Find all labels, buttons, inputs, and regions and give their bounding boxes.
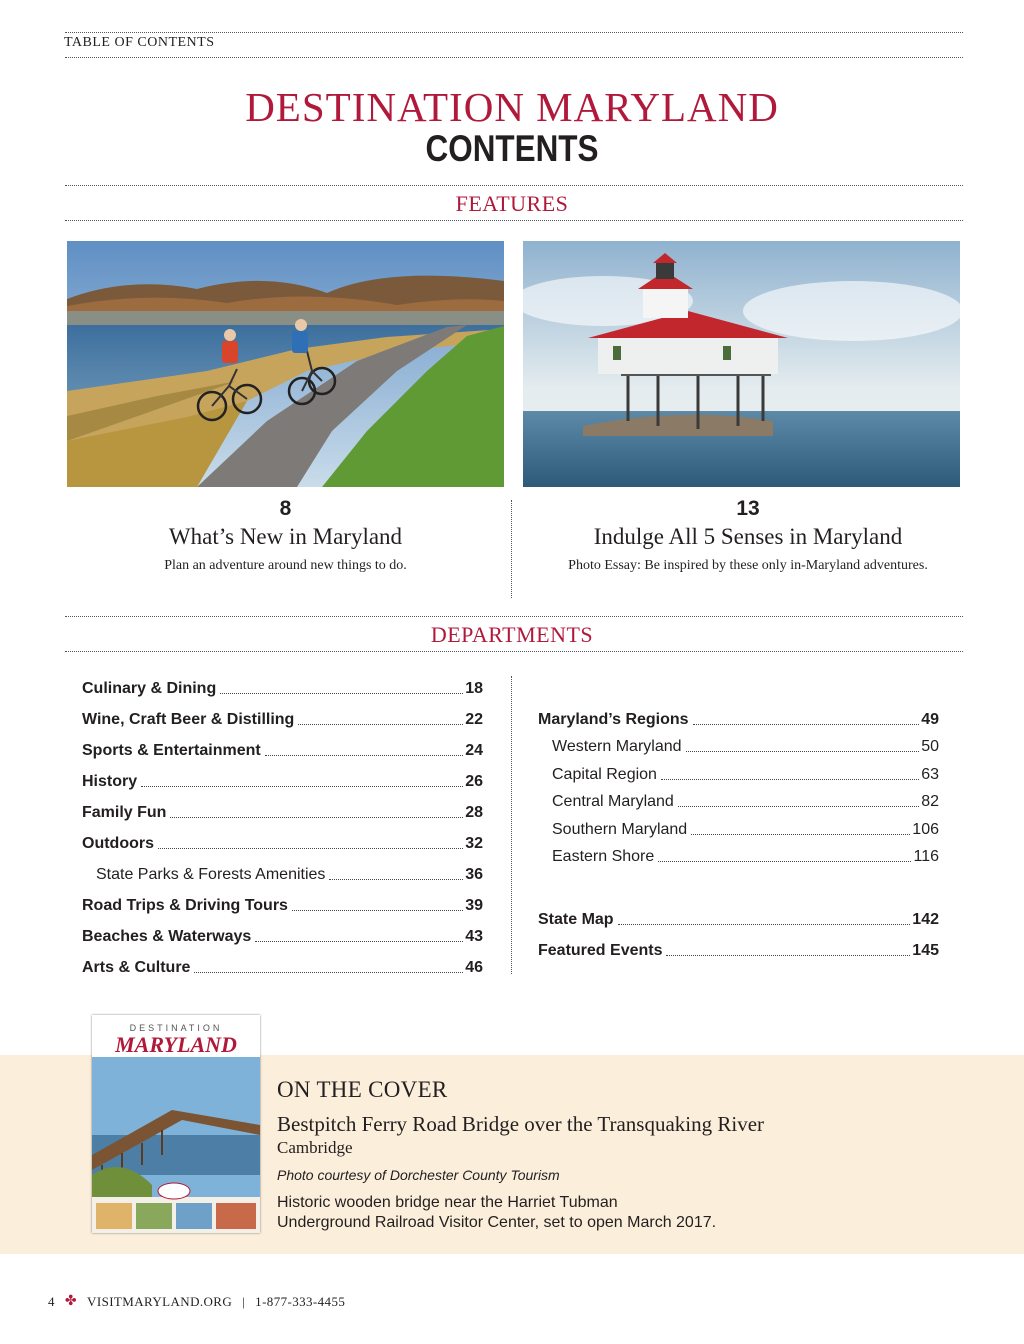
dot-leader — [170, 817, 463, 818]
dept-wine-beer-distilling[interactable] — [82, 707, 483, 729]
dept-page: 46 — [465, 959, 483, 976]
cover-description-line2: Underground Railroad Visitor Center, set to open March 2017. — [277, 1214, 717, 1231]
footer-page-number: 4 — [48, 1293, 55, 1309]
footer-separator: | — [242, 1293, 246, 1309]
dept-featured-events[interactable] — [538, 938, 939, 960]
features-divider — [511, 500, 512, 598]
dept-page: 142 — [912, 911, 939, 928]
dept-page: 32 — [465, 835, 483, 852]
dept-label: Culinary & Dining — [82, 680, 217, 697]
dot-leader — [255, 941, 463, 942]
section-label: TABLE OF CONTENTS — [64, 35, 215, 50]
dept-label: Sports & Entertainment — [82, 742, 261, 759]
dot-leader — [661, 779, 919, 780]
features-top-rule — [65, 185, 963, 186]
dept-label: Road Trips & Driving Tours — [82, 897, 288, 914]
dept-capital-region[interactable] — [552, 762, 939, 784]
header-rule — [65, 57, 963, 58]
dept-label: Wine, Craft Beer & Distilling — [82, 711, 295, 728]
dept-label: Capital Region — [552, 766, 657, 783]
dept-southern-maryland[interactable] — [552, 817, 939, 839]
dot-leader — [220, 693, 463, 694]
cover-thumb-top: DESTINATION — [129, 1023, 223, 1033]
dept-label: Outdoors — [82, 835, 154, 852]
contents-heading: CONTENTS — [425, 128, 599, 169]
cover-title: Bestpitch Ferry Road Bridge over the Transquaking River — [277, 1112, 765, 1136]
dept-label: Arts & Culture — [82, 959, 191, 976]
dept-label: Western Maryland — [552, 738, 682, 755]
dept-page: 43 — [465, 928, 483, 945]
dept-sports-entertainment[interactable] — [82, 738, 483, 760]
footer-phone[interactable]: 1-877-333-4455 — [255, 1293, 346, 1309]
departments-divider — [511, 676, 512, 974]
dept-page: 82 — [921, 793, 939, 810]
dot-leader — [678, 806, 919, 807]
footer-ornament-icon: ✤ — [64, 1294, 78, 1309]
dept-label: State Map — [538, 911, 614, 928]
feature-2-title[interactable]: Indulge All 5 Senses in Maryland — [593, 524, 903, 549]
dept-beaches-waterways[interactable] — [82, 924, 483, 946]
dept-page: 26 — [465, 773, 483, 790]
footer — [48, 1293, 345, 1310]
dept-central-maryland[interactable] — [552, 789, 939, 811]
dept-label: Featured Events — [538, 942, 663, 959]
dept-label: Central Maryland — [552, 793, 674, 810]
departments-bottom-rule — [65, 651, 963, 652]
cover-thumb-image — [92, 1015, 260, 1233]
dot-leader — [194, 972, 463, 973]
dept-page: 49 — [921, 711, 939, 728]
dept-label: Family Fun — [82, 804, 167, 821]
dept-page: 18 — [465, 680, 483, 697]
feature-1-title[interactable]: What’s New in Maryland — [168, 524, 403, 549]
features-bottom-rule — [65, 220, 963, 221]
dot-leader — [658, 861, 911, 862]
dot-leader — [141, 786, 463, 787]
feature-photo-cyclists[interactable] — [67, 241, 504, 487]
dept-arts-culture[interactable] — [82, 955, 483, 977]
magazine-title: DESTINATION MARYLAND — [245, 84, 779, 130]
departments-heading: DEPARTMENTS — [430, 622, 594, 647]
top-rule — [65, 32, 963, 33]
dept-label: Southern Maryland — [552, 821, 688, 838]
lighthouse-image — [523, 241, 960, 487]
cover-location: Cambridge — [277, 1138, 353, 1157]
dept-history[interactable] — [82, 769, 483, 791]
cover-thumb-title: MARYLAND — [115, 1032, 237, 1057]
dept-page: 106 — [912, 821, 939, 838]
dept-label: Maryland’s Regions — [538, 711, 689, 728]
dept-page: 22 — [465, 711, 483, 728]
cover-thumbnail[interactable] — [92, 1015, 260, 1233]
dept-label: History — [82, 773, 138, 790]
dot-leader — [292, 910, 463, 911]
cyclists-image — [67, 241, 504, 487]
dept-state-map[interactable] — [538, 907, 939, 929]
dept-family-fun[interactable] — [82, 800, 483, 822]
dept-culinary-dining[interactable] — [82, 676, 483, 698]
feature-1-description: Plan an adventure around new things to do. — [164, 558, 407, 573]
dot-leader — [618, 924, 911, 925]
dept-page: 28 — [465, 804, 483, 821]
feature-2-page[interactable]: 13 — [736, 497, 760, 520]
dept-label: Beaches & Waterways — [82, 928, 252, 945]
dept-page: 145 — [912, 942, 939, 959]
dept-eastern-shore[interactable] — [552, 844, 939, 866]
cover-photo-credit: Photo courtesy of Dorchester County Tourism — [277, 1167, 560, 1183]
dept-outdoors[interactable] — [82, 831, 483, 853]
dot-leader — [158, 848, 463, 849]
dept-label: State Parks & Forests Amenities — [96, 866, 326, 883]
features-heading: FEATURES — [455, 191, 569, 216]
dot-leader — [298, 724, 463, 725]
dept-page: 39 — [465, 897, 483, 914]
dept-western-maryland[interactable] — [552, 734, 939, 756]
dot-leader — [691, 834, 910, 835]
dot-leader — [686, 751, 920, 752]
dept-road-trips[interactable] — [82, 893, 483, 915]
feature-2-description: Photo Essay: Be inspired by these only in-Maryland adventures. — [568, 558, 928, 573]
dept-page: 24 — [465, 742, 483, 759]
dept-label: Eastern Shore — [552, 848, 655, 865]
footer-website[interactable]: VISITMARYLAND.ORG — [87, 1293, 233, 1309]
cover-description-line1: Historic wooden bridge near the Harriet Tubman — [277, 1194, 618, 1211]
dept-state-parks[interactable] — [96, 862, 483, 884]
dot-leader — [693, 724, 920, 725]
dept-page: 63 — [921, 766, 939, 783]
dot-leader — [265, 755, 464, 756]
departments-top-rule — [65, 616, 963, 617]
dot-leader — [329, 879, 463, 880]
dept-marylands-regions[interactable] — [538, 707, 939, 729]
feature-1-page[interactable]: 8 — [279, 497, 292, 520]
dept-page: 36 — [465, 866, 483, 883]
cover-heading: ON THE COVER — [277, 1077, 448, 1102]
dot-leader — [666, 955, 910, 956]
feature-photo-lighthouse[interactable] — [523, 241, 960, 487]
dept-page: 116 — [913, 848, 939, 865]
dept-page: 50 — [921, 738, 939, 755]
